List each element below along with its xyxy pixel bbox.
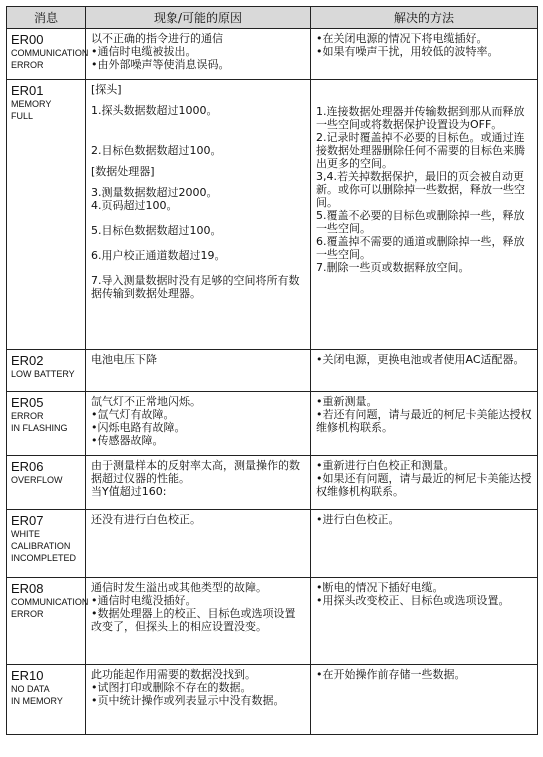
message-cell	[7, 510, 86, 578]
cause-cell	[86, 350, 311, 392]
solution-text: •断电的情况下插好电缆。	[316, 581, 444, 594]
cause-cell	[86, 80, 311, 350]
solution-cell	[311, 510, 538, 578]
error-name: ERROR	[11, 609, 44, 619]
table-row	[7, 578, 538, 665]
error-code: ER07	[11, 513, 44, 528]
error-name: WHITE	[11, 529, 40, 539]
table-row	[7, 510, 538, 578]
error-name: MEMORY	[11, 99, 52, 109]
error-name: IN MEMORY	[11, 696, 63, 706]
cause-text: 6.用户校正通道数超过19。	[91, 249, 226, 262]
cause-cell	[86, 392, 311, 456]
cause-text: •传感器故障。	[91, 434, 164, 447]
error-name: ERROR	[11, 411, 44, 421]
cause-text: 由于测量样本的反射率太高，测量操作的数据超过仪器的性能。	[91, 459, 300, 485]
error-code: ER06	[11, 459, 44, 474]
message-cell	[7, 456, 86, 510]
header-solution: 解决的方法	[311, 7, 538, 29]
error-name: CALIBRATION	[11, 541, 71, 551]
solution-text: 7.删除一些页或数据释放空间。	[316, 261, 470, 274]
message-cell	[7, 29, 89, 80]
cause-text: 5.目标色数据数超过100。	[91, 224, 222, 237]
cause-cell	[86, 665, 311, 735]
table-row	[7, 29, 538, 80]
header-cause: 现象/可能的原因	[86, 7, 311, 29]
solution-text: •在开始操作前存储一些数据。	[316, 668, 466, 681]
error-name: OVERFLOW	[11, 475, 63, 485]
cause-text: 7.导入测量数据时没有足够的空间将所有数据传输到数据处理器。	[91, 274, 300, 300]
solution-text: •如果有噪声干扰，用较低的波特率。	[316, 45, 499, 58]
table-row	[7, 80, 538, 350]
solution-text: 1.连接数据处理器并传输数据到那从而释放一些空间或将数据保护设置设为OFF。	[316, 105, 525, 131]
solution-text: 5.覆盖不必要的目标色或删除掉一些，释放一些空间。	[316, 209, 525, 235]
header-message: 消息	[7, 7, 86, 29]
cause-text: 氙气灯不正常地闪烁。	[91, 395, 201, 408]
error-code: ER00	[11, 32, 44, 47]
cause-text: •通信时电缆没插好。	[91, 594, 197, 607]
solution-text: 2.记录时覆盖掉不必要的目标色。或通过连接数据处理器删除任何不需要的目标色来腾出更多的空间。	[316, 131, 525, 170]
error-name: IN FLASHING	[11, 423, 68, 433]
solution-text: •关闭电源，更换电池或者使用AC适配器。	[316, 353, 525, 366]
cause-text: 以不正确的指令进行的通信	[91, 32, 223, 45]
solution-cell	[311, 665, 538, 735]
solution-cell	[311, 80, 538, 350]
error-name: ERROR	[11, 60, 44, 70]
cause-text: 此功能起作用需要的数据没找到。	[91, 668, 256, 681]
table-header-row	[7, 7, 538, 29]
message-cell	[7, 392, 86, 456]
solution-cell	[311, 29, 538, 80]
solution-cell	[311, 350, 538, 392]
error-code: ER01	[11, 83, 44, 98]
error-name: INCOMPLETED	[11, 553, 77, 563]
cause-cell	[86, 510, 311, 578]
cause-cell	[86, 29, 311, 80]
cause-text: 通信时发生溢出或其他类型的故障。	[91, 581, 267, 594]
cause-text: [探头]	[91, 83, 122, 96]
error-name: FULL	[11, 111, 34, 121]
cause-text: 4.页码超过100。	[91, 199, 178, 212]
solution-text: •在关闭电源的情况下将电缆插好。	[316, 32, 488, 45]
cause-text: •数据处理器上的校正、目标色或选项设置改变了，但探头上的相应设置没变。	[91, 607, 296, 633]
solution-cell	[311, 578, 538, 665]
solution-cell	[311, 456, 538, 510]
table-row	[7, 392, 538, 456]
error-name: NO DATA	[11, 684, 50, 694]
error-code: ER10	[11, 668, 44, 683]
message-cell	[7, 665, 86, 735]
cause-cell	[86, 578, 311, 665]
table-row	[7, 665, 538, 735]
solution-text: •重新进行白色校正和测量。	[316, 459, 455, 472]
cause-text: 2.目标色数据数超过100。	[91, 144, 222, 157]
cause-text: [数据处理器]	[91, 165, 155, 178]
solution-cell	[311, 392, 538, 456]
error-name: COMMUNICATION	[11, 597, 89, 607]
solution-text: •如果还有问题，请与最近的柯尼卡美能达授权维修机构联系。	[316, 472, 532, 498]
cause-text: •通信时电缆被拔出。	[91, 45, 197, 58]
solution-text: •用探头改变校正、目标色或选项设置。	[316, 594, 510, 607]
cause-text: •页中统计操作或列表显示中没有数据。	[91, 694, 285, 707]
error-message-table	[6, 6, 538, 735]
cause-text: 3.测量数据数超过2000。	[91, 186, 218, 199]
error-name: COMMUNICATION	[11, 48, 89, 58]
table-row	[7, 350, 538, 392]
solution-text: •重新测量。	[316, 395, 378, 408]
solution-text: 6.覆盖掉不需要的通道或删除掉一些，释放一些空间。	[316, 235, 525, 261]
solution-text: 3,4.若关掉数据保护，最旧的页会被自动更新。或你可以删除掉一些数据，释放一些空间。	[316, 170, 525, 209]
cause-text: 1.探头数据数超过1000。	[91, 104, 218, 117]
cause-text: 当Y值超过160:	[91, 485, 167, 498]
error-code: ER02	[11, 353, 44, 368]
error-code: ER08	[11, 581, 44, 596]
cause-text: •由外部噪声等使消息误码。	[91, 58, 230, 71]
error-name: LOW BATTERY	[11, 369, 75, 379]
table-row	[7, 456, 538, 510]
cause-text: •闪烁电路有故障。	[91, 421, 186, 434]
message-cell	[7, 350, 86, 392]
cause-cell	[86, 456, 311, 510]
cause-text: •氙气灯有故障。	[91, 408, 175, 421]
error-code: ER05	[11, 395, 44, 410]
solution-text: •进行白色校正。	[316, 513, 400, 526]
message-cell	[7, 80, 86, 350]
cause-text: •试图打印或删除不存在的数据。	[91, 681, 252, 694]
solution-text: •若还有问题，请与最近的柯尼卡美能达授权维修机构联系。	[316, 408, 532, 434]
message-cell	[7, 578, 89, 665]
cause-text: 还没有进行白色校正。	[91, 513, 201, 526]
cause-text: 电池电压下降	[91, 353, 157, 366]
